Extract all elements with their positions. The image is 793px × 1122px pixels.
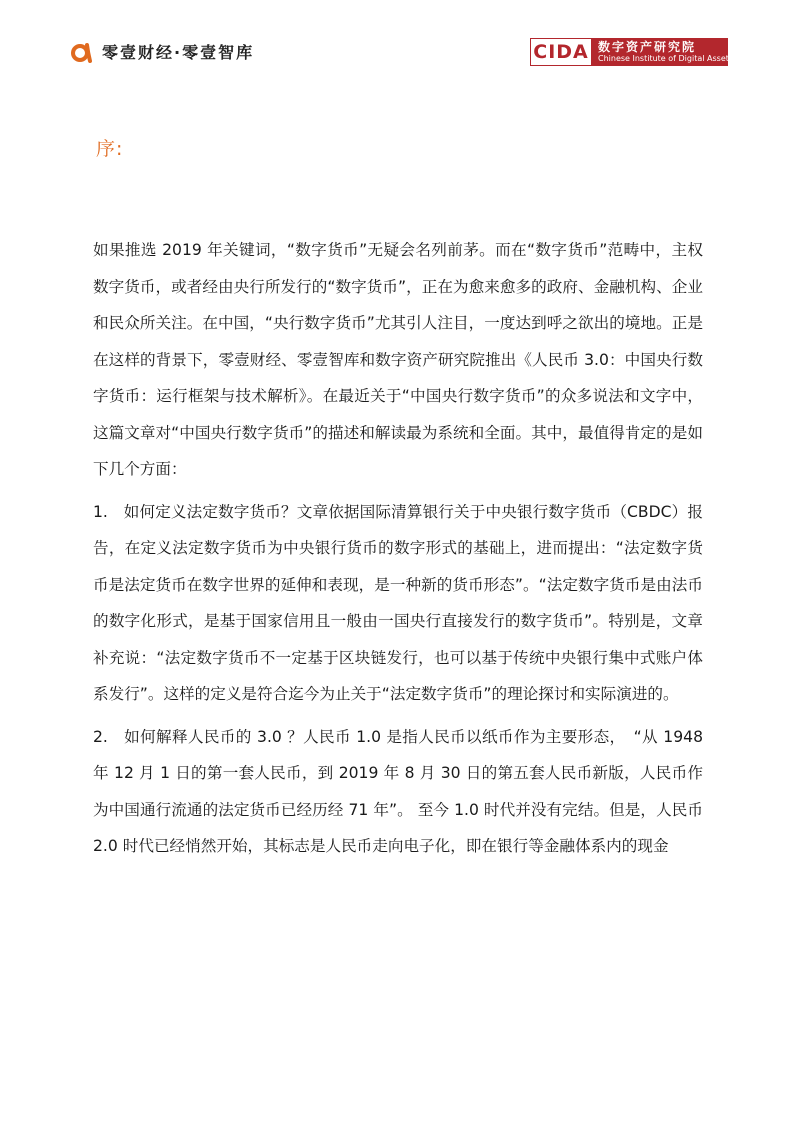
paragraph-point-2: 2. 如何解释人民币的 3.0 ？人民币 1.0 是指人民币以纸币作为主要形态， “从 1948 年 12 月 1 日的第一套人民币，到 2019 年 8 月 30 日的第五套人民币新版，人民币作为中国通行流通的法定货币已经历经 71 年”。 至今 1.0 时代并没有完结。但是，人民币 2.0 时代已经悄然开始，其标志是人民币走向电子化，即在银行等金融体系内的现金	[93, 727, 703, 855]
body-text	[93, 232, 703, 865]
paragraph-point-1: 1. 如何定义法定数字货币？文章依据国际清算银行关于中央银行数字货币（CBDC）报告，在定义法定数字货币为中央银行货币的数字形式的基础上，进而提出：“法定数字货币是法定货币在数字世界的延伸和表现，是一种新的货币形态”。“法定数字货币是由法币的数字化形式，是基于国家信用且一般由一国央行直接发行的数字货币”。特别是，文章补充说：“法定数字货币不一定基于区块链发行，也可以基于传统中央银行集中式账户体系发行”。这样的定义是符合迄今为止关于“法定数字货币”的理论探讨和实际演进的。	[93, 502, 703, 703]
cida-abbr: CIDA	[530, 38, 592, 66]
section-title: 序:	[96, 138, 124, 160]
cida-name-cn: 数字资产研究院	[598, 40, 697, 54]
page-header	[0, 0, 793, 80]
brand-name: 零壹财经·零壹智库	[102, 43, 255, 62]
cida-name-block	[592, 38, 734, 66]
cida-logo	[530, 38, 734, 66]
paragraph-intro: 如果推选 2019 年关键词，“数字货币”无疑会名列前茅。而在“数字货币”范畴中，主权数字货币，或者经由央行所发行的“数字货币”，正在为愈来愈多的政府、金融机构、企业和民众所关注。在中国，“央行数字货币”尤其引人注目，一度达到呼之欲出的境地。正是在这样的背景下，零壹财经、零壹智库和数字资产研究院推出《人民币 3.0：中国央行数字货币：运行框架与技术解析》。在最近关于“中国央行数字货币”的众多说法和文字中，这篇文章对“中国央行数字货币”的描述和解读最为系统和全面。其中，最值得肯定的是如下几个方面：	[93, 241, 703, 478]
cida-name-en: Chinese Institute of Digital Assets	[598, 54, 734, 63]
brand-mark-icon	[70, 41, 92, 63]
brand-logo-left	[70, 40, 254, 63]
